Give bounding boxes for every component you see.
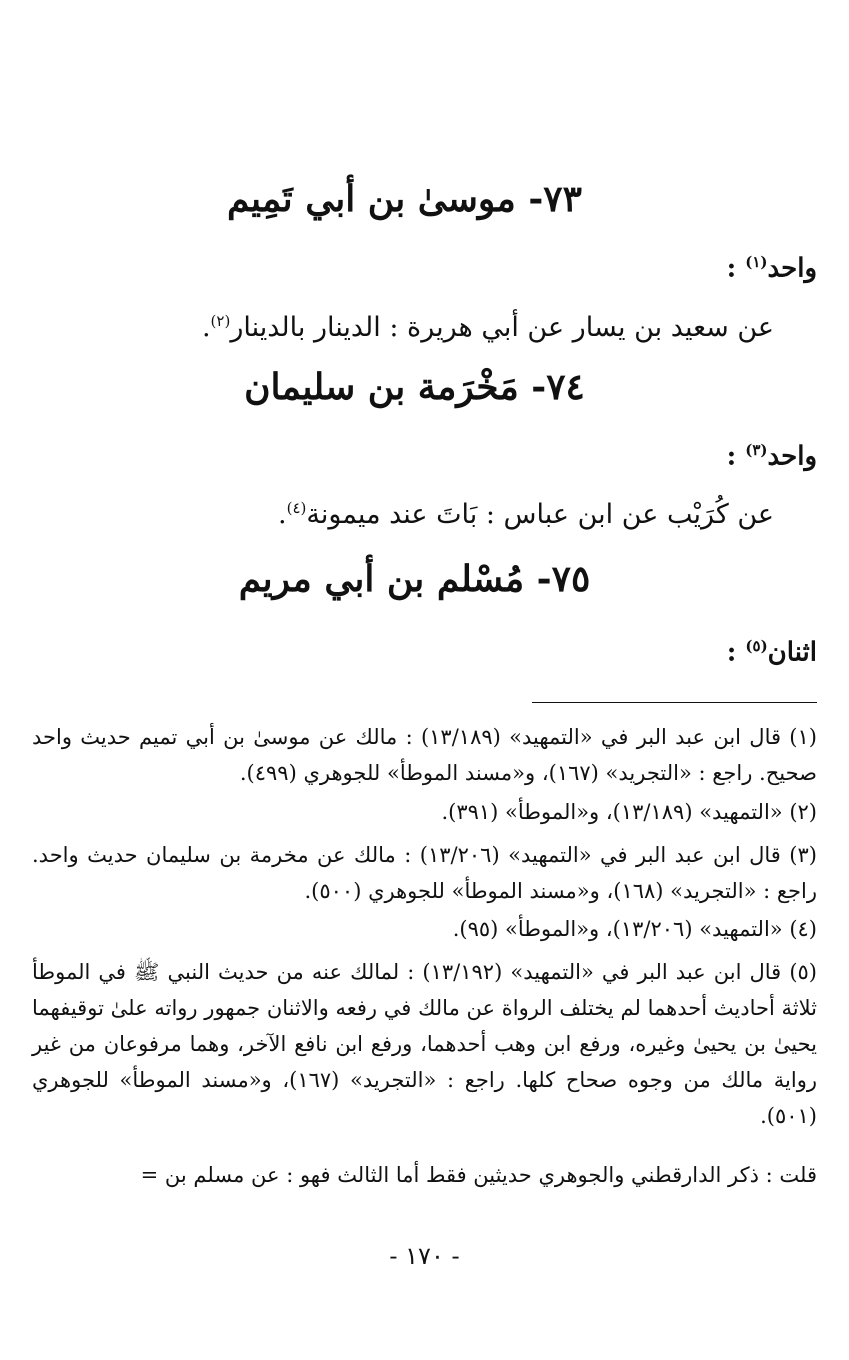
section-heading: ٧٤- مَخْرَمة بن سليمان [244,366,585,408]
hadith-text: عن سعيد بن يسار عن أبي هريرة : الدينار بالدينار [230,312,774,343]
footnote-separator [532,702,817,703]
label-text: اثنان [767,637,817,668]
section-heading: ٧٥- مُسْلم بن أبي مريم [238,558,591,600]
section-text [202,312,774,343]
footnote-ref: (٤) [286,499,307,517]
period: . [278,499,287,530]
footnote-4: (٤) «التمهيد» (١٣/٢٠٦)، و«الموطأ» (٩٥). [452,917,817,941]
footnote-2: (٢) «التمهيد» (١٣/١٨٩)، و«الموطأ» (٣٩١). [441,800,817,824]
footnote-ref: (١) [745,253,768,271]
section-label: واحد$^{(١)}$ : [726,253,817,284]
footnote-5-continuation: قلت : ذكر الدارقطني والجوهري حديثين فقط أما الثالث فهو : عن مسلم بن = [140,1163,817,1187]
page-number: - ١٧٠ - [389,1242,460,1270]
section-text [278,499,774,530]
footnote-ref: (٥) [745,637,768,655]
footnote-ref: (٣) [745,441,768,459]
label-text: واحد [767,441,817,472]
section-label: اثنان$^{(٥)}$ : [726,637,817,668]
footnote-5: (٥) قال ابن عبد البر في «التمهيد» (١٣/١٩٢) : لمالك عنه من حديث النبي ﷺ في الموطأ ثلاثة أحاديث أحدهما لم يختلف الرواة عن مالك في رفعه والاثنان جمهور رواته علىٰ توقيفهما يحيىٰ بن يحيىٰ وغيره، ورفع ابن وهب أحدهما، ورفع ابن نافع الآخر، وهما مرفوعان من غير رواية مالك من وجوه صحاح كلها. راجع : «التجريد» (١٦٧)، و«مسند الموطأ» للجوهري (٥٠١). [32,960,817,1128]
section-label: واحد$^{(٣)}$ : [726,441,817,472]
section-heading: ٧٣- موسىٰ بن أبي تَمِيم [227,178,582,220]
footnote-1: (١) قال ابن عبد البر في «التمهيد» (١٣/١٨٩) : مالك عن موسىٰ بن أبي تميم حديث واحد صحيح. راجع : «التجريد» (١٦٧)، و«مسند الموطأ» للجوهري (٤٩٩). [32,725,817,785]
footnote-ref: (٢) [210,312,231,330]
label-text: واحد [767,253,817,284]
hadith-text: عن كُرَيْب عن ابن عباس : بَاتَ عند ميمونة [306,499,774,530]
period: . [201,312,211,343]
footnote-3: (٣) قال ابن عبد البر في «التمهيد» (١٣/٢٠٦) : مالك عن مخرمة بن سليمان حديث واحد. راجع : «التجريد» (١٦٨)، و«مسند الموطأ» للجوهري (٥٠٠). [32,843,817,903]
